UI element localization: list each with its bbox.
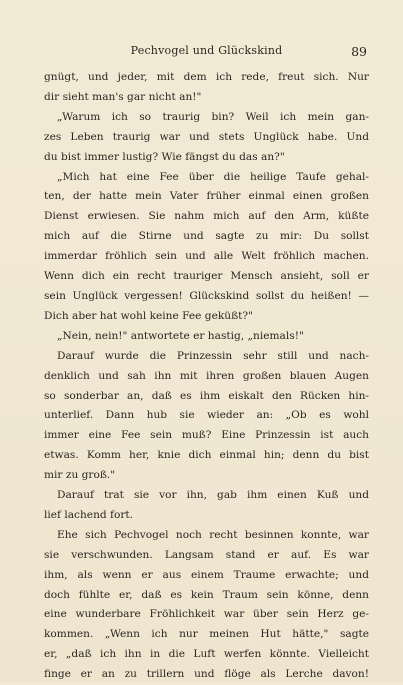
text-line: eine wunderbare Fröhlichkeit war über sein Herz ge- xyxy=(44,608,369,621)
text-line: Dich aber hat wohl keine Fee geküßt?" xyxy=(44,309,253,322)
text-line: Ehe sich Pechvogel noch recht besinnen konnte, war xyxy=(57,528,369,541)
text-line: „Mich hat eine Fee über die heilige Taufe gehal- xyxy=(57,170,369,183)
text-line: etwas. Komm her, knie dich einmal hin; denn du bist xyxy=(44,449,369,462)
text-line: doch fühlte er, daß es kein Traum sein könne, denn xyxy=(44,588,369,601)
text-line: lief lachend fort. xyxy=(44,508,134,521)
text-line: du bist immer lustig? Wie fängst du das an?" xyxy=(44,150,285,163)
text-line: denklich und sah ihn mit ihren großen blauen Augen xyxy=(44,369,369,382)
page-header xyxy=(44,44,369,64)
text-line: finge er an zu trillern und flöge als Lerche davon! xyxy=(44,668,369,681)
text-line: kommen. „Wenn ich nur meinen Hut hätte," sagte xyxy=(44,628,369,641)
text-line: Darauf trat sie vor ihn, gab ihm einen Kuß und xyxy=(57,489,369,502)
text-line: gnügt, und jeder, mit dem ich rede, freut sich. Nur xyxy=(44,71,369,83)
text-line: Dienst erwiesen. Sie nahm mich auf den Arm, küßte xyxy=(44,210,369,223)
text-line: er, „daß ich ihn in die Luft werfen könnte. Vielleicht xyxy=(44,648,369,661)
text-line: mir zu groß." xyxy=(44,469,116,482)
text-line: Wenn dich ein recht trauriger Mensch ansieht, soll er xyxy=(44,270,369,283)
text-line: unterlief. Dann hub sie wieder an: „Ob es wohl xyxy=(44,409,369,422)
text-line: ihm, als wenn er aus einem Traume erwachte; und xyxy=(44,568,369,581)
text-line: dir sieht man's gar nicht an!" xyxy=(44,90,202,103)
text-line: ten, der hatte mein Vater früher einmal einen großen xyxy=(44,190,369,203)
text-line: so sonderbar an, daß es ihm eiskalt den Rücken hin- xyxy=(44,389,369,402)
text-line: „Warum ich so traurig bin? Weil ich mein gan- xyxy=(57,110,369,123)
text-line: sie verschwunden. Langsam stand er auf. Es war xyxy=(44,548,369,561)
text-line: mich auf die Stirne und sagte zu mir: Du sollst xyxy=(44,230,369,243)
text-line: zes Leben traurig war und stets Unglück habe. Und xyxy=(44,130,369,143)
text-line: „Nein, nein!" antwortete er hastig, „niemals!" xyxy=(57,329,304,342)
text-line: sein Unglück vergessen! Glückskind sollst du heißen! — xyxy=(44,289,369,302)
text-line: Darauf wurde die Prinzessin sehr still und nach- xyxy=(57,349,369,362)
text-line: immerdar fröhlich sein und alle Welt fröhlich machen. xyxy=(44,250,369,263)
body-text xyxy=(44,68,369,685)
running-title: Pechvogel und Glückskind xyxy=(130,44,283,57)
page-number: 89 xyxy=(351,44,367,59)
text-line: immer eine Fee sein muß? Eine Prinzessin ist auch xyxy=(44,429,369,442)
